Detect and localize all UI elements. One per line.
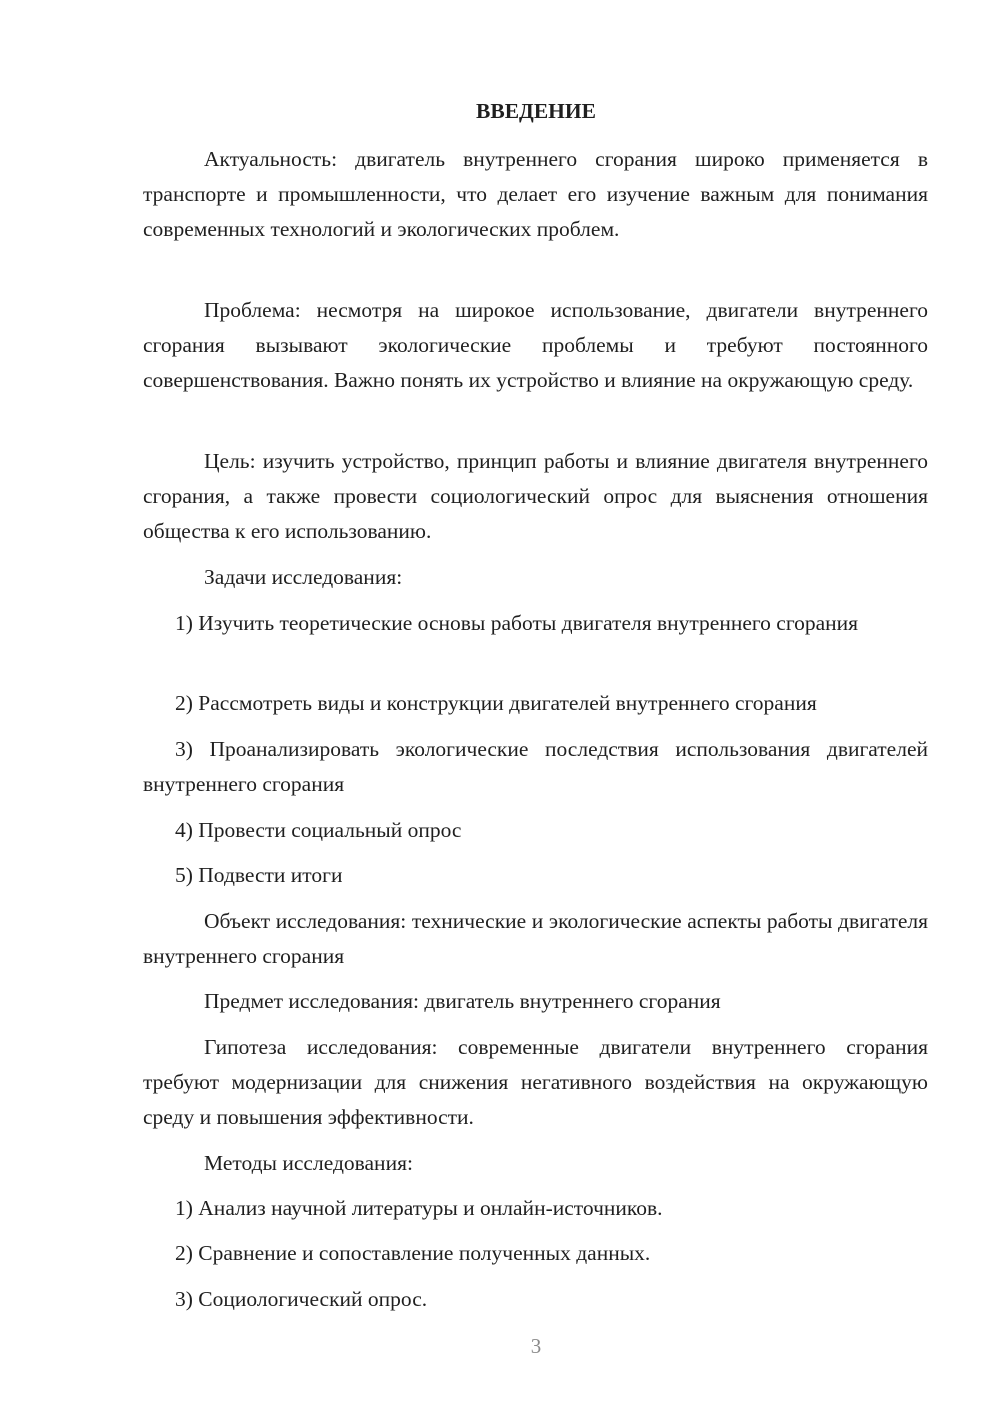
task-item: 4) Провести социальный опрос xyxy=(175,818,462,842)
task-item: 1) Изучить теоретические основы работы двигателя внутреннего сгорания xyxy=(175,611,859,635)
task-item: 3) Проанализировать экологические последствия использования двигателей внутреннего сгорания xyxy=(143,737,928,796)
method-item: 1) Анализ научной литературы и онлайн-источников. xyxy=(175,1196,663,1220)
hypothesis-paragraph: Гипотеза исследования: современные двигатели внутреннего сгорания требуют модернизации для снижения негативного воздействия на окружающую среду и повышения эффективности. xyxy=(143,1035,928,1129)
section-heading: ВВЕДЕНИЕ xyxy=(476,99,596,123)
task-item: 5) Подвести итоги xyxy=(175,863,343,887)
object-paragraph: Объект исследования: технические и экологические аспекты работы двигателя внутреннего сгорания xyxy=(143,909,928,968)
problem-paragraph: Проблема: несмотря на широкое использование, двигатели внутреннего сгорания вызывают экологические проблемы и требуют постоянного совершенствования. Важно понять их устройство и влияние на окружающую среду. xyxy=(143,298,928,392)
goal-paragraph: Цель: изучить устройство, принцип работы и влияние двигателя внутреннего сгорания, а также провести социологический опрос для выяснения отношения общества к его использованию. xyxy=(143,449,928,543)
tasks-title: Задачи исследования: xyxy=(204,565,403,589)
method-item: 2) Сравнение и сопоставление полученных данных. xyxy=(175,1241,651,1265)
method-item: 3) Социологический опрос. xyxy=(175,1287,428,1311)
subject-paragraph: Предмет исследования: двигатель внутреннего сгорания xyxy=(204,989,721,1013)
methods-title: Методы исследования: xyxy=(204,1151,413,1175)
relevance-paragraph: Актуальность: двигатель внутреннего сгорания широко применяется в транспорте и промышленности, что делает его изучение важным для понимания современных технологий и экологических проблем. xyxy=(143,147,928,241)
task-item: 2) Рассмотреть виды и конструкции двигателей внутреннего сгорания xyxy=(175,691,817,715)
page-number: 3 xyxy=(530,1334,542,1358)
